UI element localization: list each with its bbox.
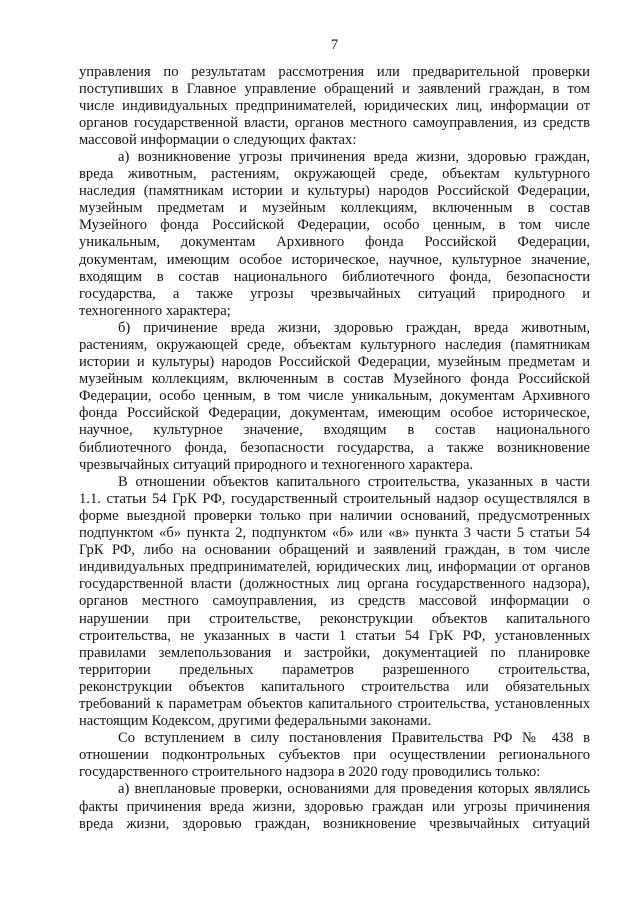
text-line: правилами землепользования и застройки, документацией по планировке: [79, 644, 590, 661]
text-line: государственного строительного надзора в 2020 году проводились только:: [79, 764, 541, 781]
text-line: настоящим Кодексом, другими федеральными законами.: [79, 713, 432, 730]
text-line: территории предельных параметров разрешенного строительства,: [79, 661, 590, 678]
text-line: наследия (памятникам истории и культуры) народов Российской Федерации,: [79, 183, 590, 200]
text-line: фонда Российской Федерации, документам, имеющим особое историческое,: [79, 405, 590, 422]
text-line: чрезвычайных ситуаций природного и техногенного характера.: [79, 456, 474, 473]
text-line: форме выездной проверки только при наличии оснований, предусмотренных: [79, 507, 590, 524]
text-line: факты причинения вреда жизни, здоровью граждан или угрозы причинения: [79, 798, 590, 815]
document-body: [79, 64, 590, 833]
text-line: научное, культурное значение, входящим в состав национального: [79, 422, 590, 439]
paragraph: [79, 149, 590, 320]
text-line: истории и культуры) народов Российской Федерации, музейным предметам и: [79, 354, 590, 371]
text-line: 1.1. статьи 54 ГрК РФ, государственный строительный надзор осуществлялся в: [79, 490, 590, 507]
text-line: управления по результатам рассмотрения или предварительной проверки: [79, 63, 590, 80]
text-line: В отношении объектов капитального строительства, указанных в части: [118, 473, 590, 490]
paragraph: [79, 474, 590, 730]
text-line: а) внеплановые проверки, основаниями для проведения которых являлись: [118, 781, 590, 798]
text-line: требований к параметрам объектов капитального строительства, установленных: [79, 695, 590, 712]
text-line: а) возникновение угрозы причинения вреда жизни, здоровью граждан,: [118, 148, 590, 165]
text-line: органов местного самоуправления, из средств массовой информации о: [79, 593, 590, 610]
text-line: вреда жизни, здоровью граждан, возникновение чрезвычайных ситуаций: [79, 815, 590, 832]
text-line: органов государственной власти, органов местного самоуправления, из средств: [79, 114, 590, 131]
text-line: индивидуальных предпринимателей, юридических лиц, информации от органов: [79, 559, 590, 576]
text-line: техногенного характера;: [79, 302, 231, 319]
text-line: массовой информации о следующих фактах:: [79, 131, 357, 148]
text-line: государства, а также угрозы чрезвычайных ситуаций природного и: [79, 285, 590, 302]
text-line: музейным коллекциям, включенным в состав Музейного фонда Российской: [79, 371, 590, 388]
text-line: Федерации, особо ценным, в том числе уникальным, документам Архивного: [79, 388, 590, 405]
text-line: отношении подконтрольных субъектов при осуществлении регионального: [79, 747, 590, 764]
paragraph: [79, 64, 590, 149]
text-line: реконструкции объектов капитального строительства или обязательных: [79, 678, 590, 695]
text-line: документам, имеющим особое историческое, научное, культурное значение,: [79, 251, 590, 268]
text-line: входящим в состав национального библиотечного фонда, безопасности: [79, 268, 590, 285]
text-line: государственной власти (должностных лиц органа государственного надзора),: [79, 576, 590, 593]
paragraph: [79, 730, 590, 781]
text-line: нарушении при строительстве, реконструкции объектов капитального: [79, 610, 590, 627]
text-line: растениям, окружающей среде, объектам культурного наследия (памятникам: [79, 337, 590, 353]
text-line: числе индивидуальных предпринимателей, юридических лиц, информации от: [79, 97, 590, 114]
text-line: б) причинение вреда жизни, здоровью граждан, вреда животным,: [118, 319, 590, 336]
text-line: строительства, не указанных в части 1 статьи 54 ГрК РФ, установленных: [79, 627, 590, 644]
text-line: подпунктом «б» пункта 2, подпунктом «б» или «в» пункта 3 части 5 статьи 54: [79, 525, 590, 542]
text-line: уникальным, документам Архивного фонда Российской Федерации,: [79, 234, 590, 251]
text-line: Со вступлением в силу постановления Правительства РФ № 438 в: [118, 730, 590, 747]
text-line: поступивших в Главное управление обращений и заявлений граждан, в том: [79, 80, 590, 97]
paragraph: [79, 320, 590, 474]
page-number: 7: [330, 37, 339, 53]
paragraph: [79, 781, 590, 832]
text-line: вреда животным, растениям, окружающей среде, объектам культурного: [79, 166, 590, 183]
text-line: Музейного фонда Российской Федерации, особо ценным, в том числе: [79, 217, 590, 234]
text-line: библиотечного фонда, безопасности государства, а также возникновение: [79, 439, 590, 456]
text-line: музейным предметам и музейным коллекциям, включенным в состав: [79, 200, 590, 217]
text-line: ГрК РФ, либо на основании обращений и заявлений граждан, в том числе: [79, 542, 590, 559]
